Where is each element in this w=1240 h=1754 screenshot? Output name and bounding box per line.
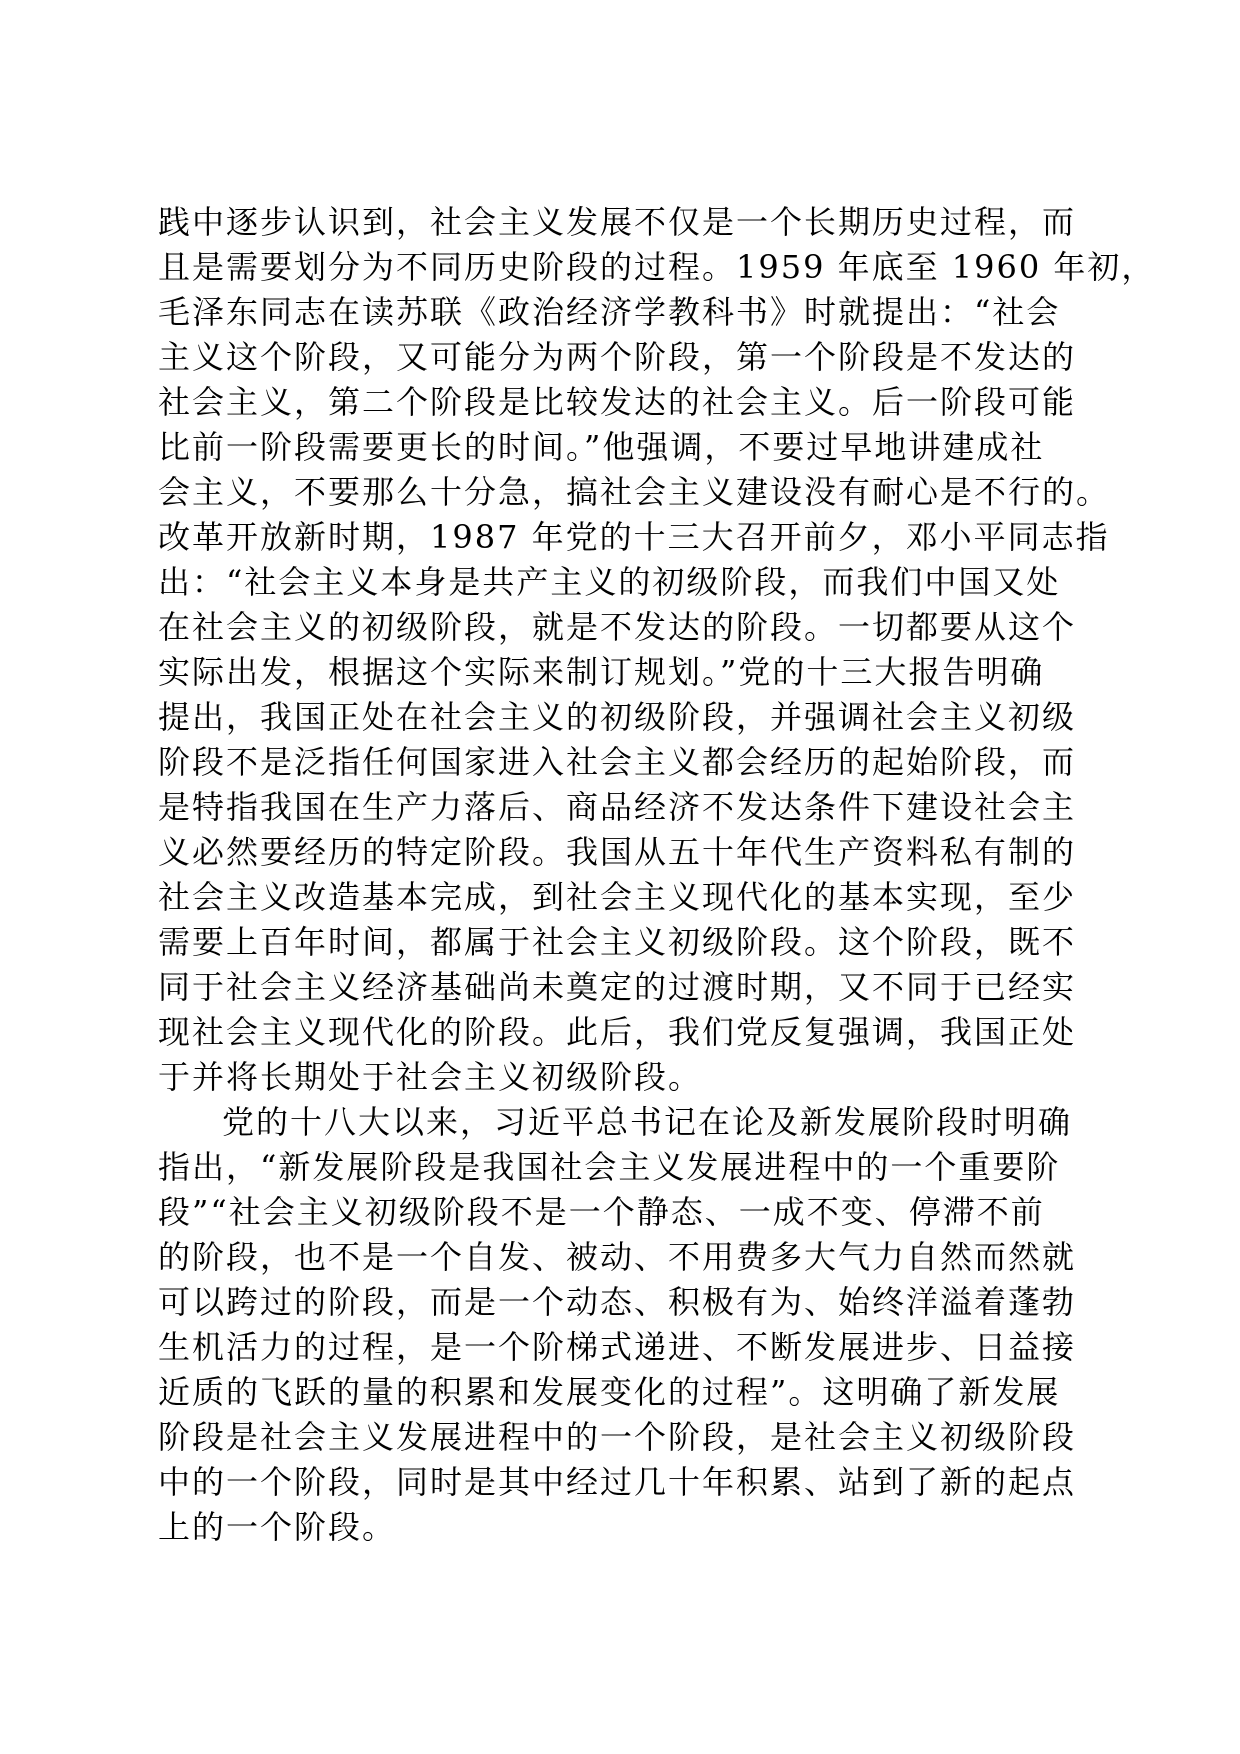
text-line: 于并将长期处于社会主义初级阶段。 (158, 1058, 703, 1096)
text-line: 中的一个阶段，同时是其中经过几十年积累、站到了新的起点 (158, 1463, 1077, 1501)
text-line: 会主义，不要那么十分急，搞社会主义建设没有耐心是不行的。 (158, 473, 1111, 511)
text-line: 现社会主义现代化的阶段。此后，我们党反复强调，我国正处 (158, 1013, 1077, 1051)
text-line: 实际出发，根据这个实际来制订规划。”党的十三大报告明确 (158, 653, 1045, 691)
text-line: 且是需要划分为不同历史阶段的过程。1959 年底至 1960 年初， (158, 248, 1156, 286)
text-line: 阶段是社会主义发展进程中的一个阶段，是社会主义初级阶段 (158, 1418, 1077, 1456)
text-line: 提出，我国正处在社会主义的初级阶段，并强调社会主义初级 (158, 698, 1077, 736)
paragraph-2 (158, 1100, 1078, 1550)
text-line: 党的十八大以来，习近平总书记在论及新发展阶段时明确 (222, 1103, 1073, 1141)
text-line: 生机活力的过程，是一个阶梯式递进、不断发展进步、日益接 (158, 1328, 1077, 1366)
text-line: 义必然要经历的特定阶段。我国从五十年代生产资料私有制的 (158, 833, 1077, 871)
text-line: 近质的飞跃的量的积累和发展变化的过程”。这明确了新发展 (158, 1373, 1061, 1411)
text-line: 是特指我国在生产力落后、商品经济不发达条件下建设社会主 (158, 788, 1077, 826)
text-line: 可以跨过的阶段，而是一个动态、积极有为、始终洋溢着蓬勃 (158, 1283, 1077, 1321)
text-line: 段”“社会主义初级阶段不是一个静态、一成不变、停滞不前 (158, 1193, 1045, 1231)
text-line: 社会主义，第二个阶段是比较发达的社会主义。后一阶段可能 (158, 383, 1077, 421)
text-line: 践中逐步认识到，社会主义发展不仅是一个长期历史过程，而 (158, 203, 1077, 241)
text-line: 同于社会主义经济基础尚未奠定的过渡时期，又不同于已经实 (158, 968, 1077, 1006)
text-line: 上的一个阶段。 (158, 1508, 397, 1546)
paragraph-1 (158, 200, 1156, 1100)
text-line: 的阶段，也不是一个自发、被动、不用费多大气力自然而然就 (158, 1238, 1077, 1276)
text-line: 在社会主义的初级阶段，就是不发达的阶段。一切都要从这个 (158, 608, 1077, 646)
text-line: 指出，“新发展阶段是我国社会主义发展进程中的一个重要阶 (158, 1148, 1061, 1186)
body-text (158, 200, 1156, 1550)
text-line: 需要上百年时间，都属于社会主义初级阶段。这个阶段，既不 (158, 923, 1077, 961)
text-line: 主义这个阶段，又可能分为两个阶段，第一个阶段是不发达的 (158, 338, 1077, 376)
text-line: 社会主义改造基本完成，到社会主义现代化的基本实现，至少 (158, 878, 1077, 916)
text-line: 出：“社会主义本身是共产主义的初级阶段，而我们中国又处 (158, 563, 1061, 601)
text-line: 改革开放新时期，1987 年党的十三大召开前夕，邓小平同志指 (158, 518, 1110, 556)
text-line: 毛泽东同志在读苏联《政治经济学教科书》时就提出：“社会 (158, 293, 1061, 331)
text-line: 比前一阶段需要更长的时间。”他强调，不要过早地讲建成社 (158, 428, 1045, 466)
text-line: 阶段不是泛指任何国家进入社会主义都会经历的起始阶段，而 (158, 743, 1077, 781)
